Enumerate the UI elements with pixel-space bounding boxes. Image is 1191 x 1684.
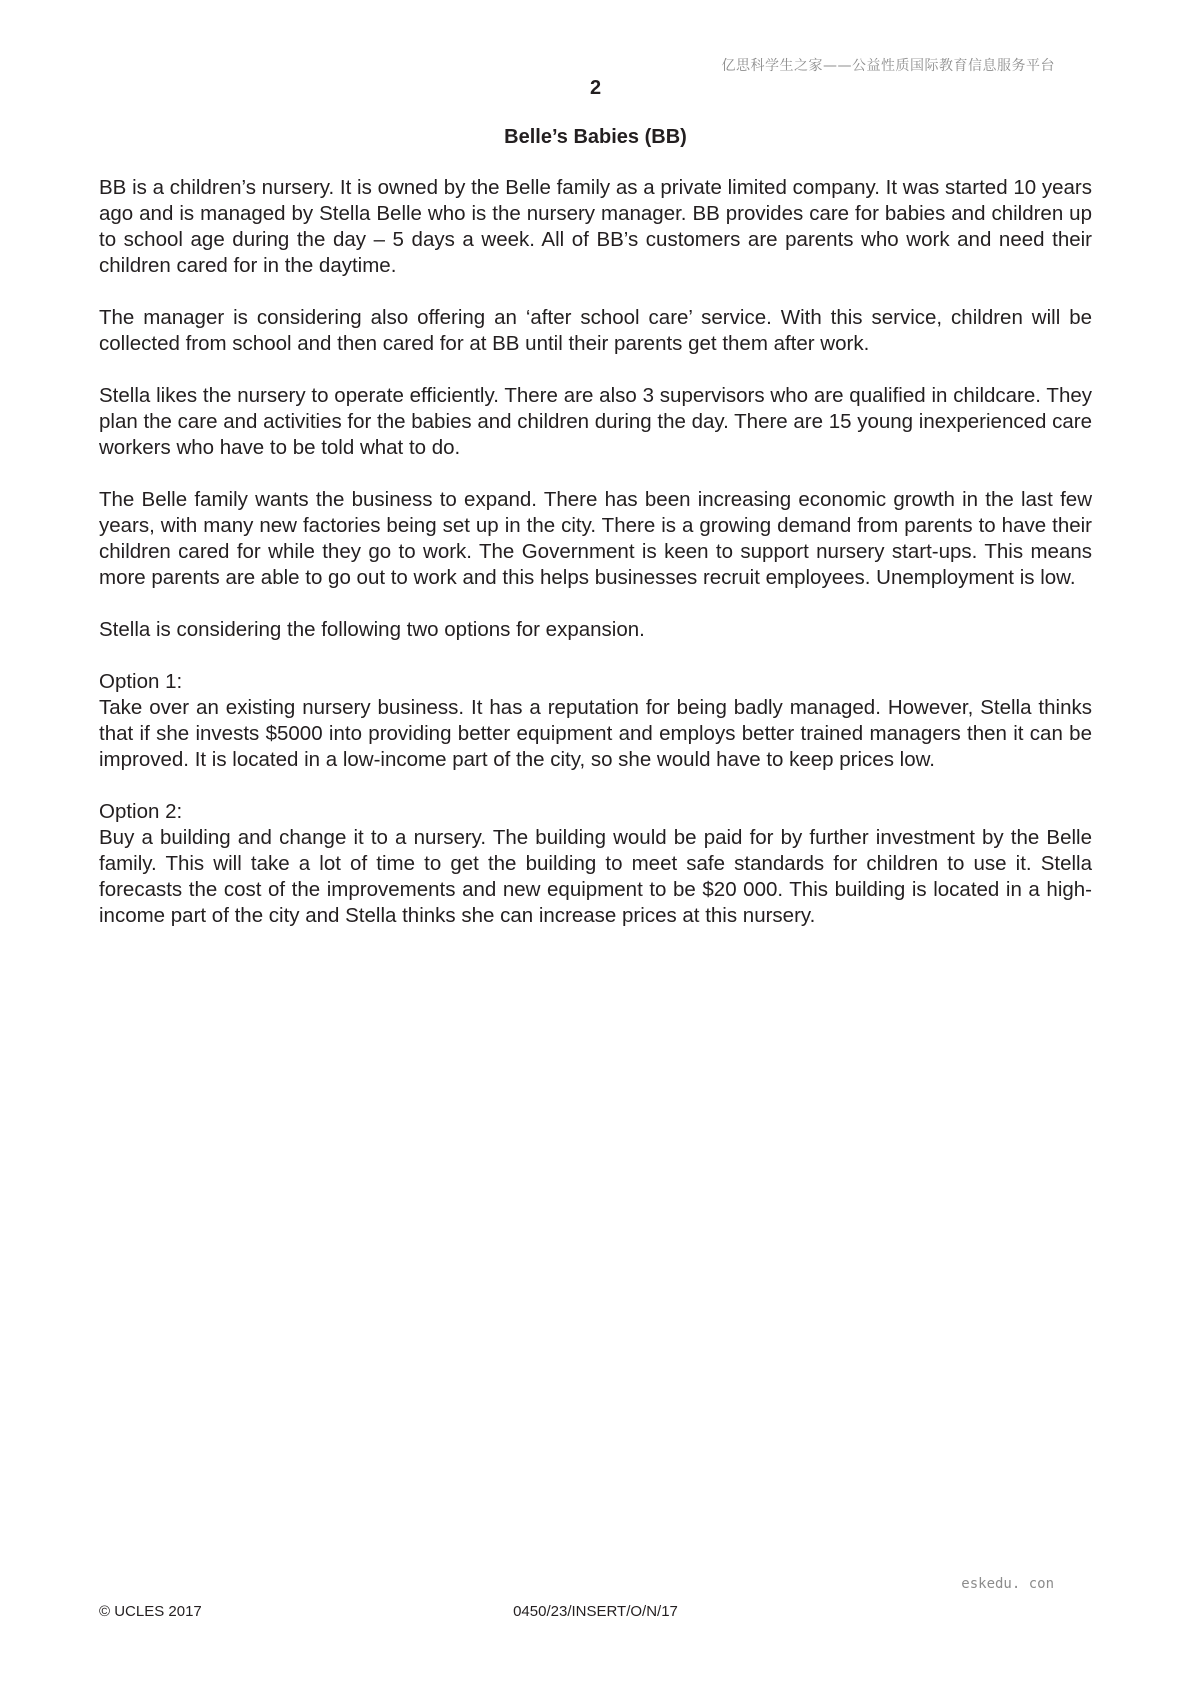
page-number: 2 — [589, 77, 602, 99]
case-study-body — [99, 175, 1092, 955]
page-title: Belle’s Babies (BB) — [504, 126, 687, 148]
option-2 — [99, 799, 1092, 929]
watermark-top: 亿思科学生之家——公益性质国际教育信息服务平台 — [721, 58, 1055, 74]
paragraph-staffing: Stella likes the nursery to operate efficiently. There are also 3 supervisors who are qualified in childcare. They plan the care and activities for the babies and children during the day. There are 15 young inexperienced care workers who have to be told what to do. — [99, 384, 1092, 459]
paragraph-after-school-care: The manager is considering also offering an ‘after school care’ service. With this service, children will be collected from school and then cared for at BB until their parents get them after work. — [99, 306, 1092, 355]
paragraph-intro: BB is a children’s nursery. It is owned by the Belle family as a private limited company. It was started 10 years ago and is managed by Stella Belle who is the nursery manager. BB provides care for babies and children up to school age during the day – 5 days a week. All of BB’s customers are parents who work and need their children cared for in the daytime. — [99, 176, 1092, 277]
option-1-label: Option 1: — [99, 670, 183, 693]
option-2-label: Option 2: — [99, 800, 183, 823]
footer-copyright: © UCLES 2017 — [99, 1603, 202, 1620]
watermark-bottom: eskedu. con — [961, 1576, 1054, 1592]
footer-paper-code: 0450/23/INSERT/O/N/17 — [513, 1603, 678, 1620]
option-1 — [99, 669, 1092, 773]
paragraph-options-intro: Stella is considering the following two options for expansion. — [99, 618, 645, 641]
option-2-text: Buy a building and change it to a nursery. The building would be paid for by further investment by the Belle family. This will take a lot of time to get the building to meet safe standards for children to use it. Stella forecasts the cost of the improvements and new equipment to be $20 000. This building is located in a high-income part of the city and Stella thinks she can increase prices at this nursery. — [99, 826, 1092, 927]
paragraph-expansion: The Belle family wants the business to expand. There has been increasing economic growth in the last few years, with many new factories being set up in the city. There is a growing demand from parents to have their children cared for while they go to work. The Government is keen to support nursery start-ups. This means more parents are able to go out to work and this helps businesses recruit employees. Unemployment is low. — [99, 488, 1092, 589]
option-1-text: Take over an existing nursery business. It has a reputation for being badly managed. However, Stella thinks that if she invests $5000 into providing better equipment and employs better trained managers then it can be improved. It is located in a low-income part of the city, so she would have to keep prices low. — [99, 696, 1092, 771]
